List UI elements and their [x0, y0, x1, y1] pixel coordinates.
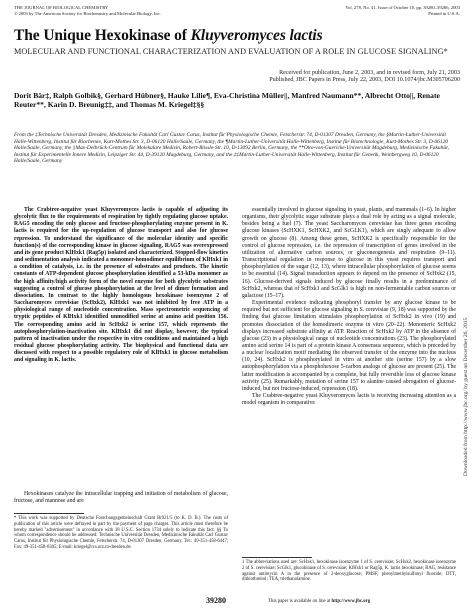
footnote-divider	[14, 513, 84, 514]
journal-header-right	[345, 5, 460, 16]
intro-paragraph-3: The Crabtree-negative yeast Kluyveromyces lactis is receiving increasing attention as a model organism in comparative	[242, 393, 456, 407]
abstract-text: The Crabtree-negative yeast Kluyveromyces lactis is capable of adjusting its glycolytic flux to the requirements of respiration by tightly regulating glucose uptake. RAG5 encoding the only glucose and fructose-phosphorylating enzyme present in K. lactis is required for the up-regulation of glucose transport and also for glucose repression. To understand the significance of the molecular identity and specific function(s) of the corresponding kinase in glucose signaling, RAG5 was overexpressed and its gene product KlHxk1 (Rag5p) isolated and characterized. Stopped-flow kinetics and sedimentation analysis indicated a monomer-homodimer equilibrium of KlHxk1 in a condition of catalysis, i.e. in the presence of substrates and products. The kinetic constants of ATP-dependent glucose phosphorylation identified a 53-kDa monomer as the high affinity/high activity form of the novel enzyme for both glycolytic substrates suggesting a control of glucose phosphorylation at the level of dimer formation and dissociation. In contrast to the highly homologous hexokinase isoenzyme 2 of Saccharomyces cerevisiae (ScHxk2), KlHxk1 was not inhibited by free ATP in a physiological range of nucleotide concentration. Mass spectrometric sequencing of tryptic peptides of KlHxk1 identified unmodified serine at amino acid position 156. The corresponding amino acid in ScHxk2 is serine 157, which represents the autophosphorylation-inactivation site. KlHxk1 did not display, however, the typical pattern of inactivation under the respective in vitro conditions and maintained a high residual glucose phosphorylating activity. The biophysical and functional data are discussed with respect to a possible regulatory role of KlHxk1 in glucose metabolism and signaling in K. lactis.	[14, 207, 228, 364]
paper-subtitle: MOLECULAR AND FUNCTIONAL CHARACTERIZATION AND EVALUATION OF A ROLE IN GLUCOSE SIGNALING*	[14, 47, 448, 56]
printed-line: Printed in U.S.A.	[428, 10, 460, 16]
download-sidebar	[461, 176, 470, 476]
intro-paragraph-1: essentially involved in glucose signaling in yeast, plants, and mammals (1–6). In higher organisms, their glycolytic sugar substrate plays a dual role by acting as a signal molecule, besides being a fuel (7). The yeast Saccharomyces cerevisiae has three genes encoding glucose kinases (ScHXK1, ScHXK2, and ScGLK1), which are singly adequate to allow growth on glucose (8). Among these genes, ScHXK2 is specifically responsible for the control of glucose repression, i.e. the repression of transcription of genes involved in the utilization of alternative carbon sources, or gluconeogenesis and respiration (9–11). Transcriptional regulation in response to glucose in this yeast requires transport and phosphorylation of the sugar (12, 13), where intracellular phosphorylation of glucose seems to be essential (14). Signal transduction appears to depend on the presence of ScHxk2 (15, 16). Glucose-derived signals induced by glucose finally results in a predominance of ScHxk2, whereas that of ScHxk1 and ScGlk1 is high on non-fermentable carbon sources or galactose (15–17).	[242, 207, 456, 299]
author-list: Dorit Bär‡, Ralph Golbik§, Gerhard Hübner§, Hauke Lilie¶, Eva-Christina Müller||, Manfred Naumann**, Albrecht Otto||, Renate Reuter**, Karin D. Breunig‡‡, and Thomas M. Kriegel‡§§	[14, 91, 440, 110]
download-note[interactable]: Downloaded from http://www.jbc.org/ by guest on December 26, 2015	[463, 317, 469, 476]
footnote-divider-2	[242, 557, 312, 558]
introduction-column	[242, 207, 456, 407]
intro-text: Hexokinases catalyze the intracellular trapping and initiation of metabolism of glucose, fructose, and mannose and are	[14, 491, 228, 505]
title-prefix: The Unique Hexokinase of	[14, 27, 191, 44]
volume-line: Vol. 278, No. 41, Issue of October 10, pp. 39280–39286, 2003	[345, 5, 460, 10]
published-doi: Published, JBC Papers in Press, July 22, 2003, DOI 10.1074/jbc.M305706200	[269, 77, 460, 84]
journal-header-left	[14, 5, 161, 16]
intro-paragraph-2: Experimental evidence indicating phosphoryl transfer by any glucose kinase to be required but not sufficient for glucose signaling in S. cerevisiae (9, 18) was supported by the finding that glucose limitation stimulates phosphorylation of ScHxk2 in vivo (19) and promotes dissociation of the homodimeric enzyme in vitro (20–22). Monomeric ScHxk2 displays increased substrate affinity at ATP. Reaction of ScHxk2 by ATP in the absence of glucose (23) in a physiological range of nucleotide concentrations (23). The phosphorylated amino acid serine 14 is part of a protein kinase A consensus sequence, which is preceded by a nuclear localization motif mediating the observed transfer of the enzyme into the nucleus (10, 24). ScHxk2 is phosphorylated in vitro at another site (serine 157) by a slow autophosphorylation via a phosphohexose 5-carbon analogs of glucose are present (25). The latter modification is accompanied by a complete, but fully reversible loss of glucose kinase activity (25). Remarkably, mutation of serine 157 to alanine caused abrogation of glucose-induced, but not fructose-induced, repression (18).	[242, 300, 456, 392]
paper-title	[14, 27, 323, 45]
abstract	[14, 207, 228, 364]
page-number: 39280	[206, 596, 226, 605]
footer-note	[268, 599, 370, 604]
received-info	[30, 70, 460, 85]
title-species: Kluyveromyces lactis	[190, 27, 323, 44]
affiliations: From the ‡Technische Universität Dresden, Medizinische Fakultät Carl Gustav Carus, Institut für Physiologische Chemie, Fetscherstr. 74, D-01307 Dresden, Germany, the §Martin-Luther-Universität Halle-Wittenberg, Institut für Biochemie, Kurt-Mothes Str. 3, D-06120 Halle/Saale, Germany, the ¶Martin-Luther-Universität Halle-Wittenberg, Institut für Biotechnologie, Kurt-Mothes Str. 3, D-06120 Halle/Saale, Germany, the ||Max-Delbrück-Centrum für Molekulare Medizin, Robert-Rössle-Str. 10, D-13092 Berlin, Germany, the **Otto-von-Guericke-Universität Magdeburg, Medizinische Fakultät, Institut für Experimentelle Innere Medizin, Leipziger Str. 44, D-39120 Magdeburg, Germany, and the ‡‡Martin-Luther-Universität Halle-Wittenberg, Institut für Genetik, Weinbergweg 10, D-06120 Halle/Saale, Germany	[14, 132, 450, 165]
footnote-abbreviations: 1 The abbreviations used are: ScHxk1, hexokinase isoenzyme 1 of S. cerevisiae; ScHxk2, hexokinase isoenzyme 2 of S. cerevisiae; ScGlk1, glucokinase of S. cerevisiae; KlHxk1 or Rag5p, K. lactis hexokinase; RAG, resistance against antimycin A in the presence of 2-deoxyglucose; PMSF, phenylmethylsulfonyl fluoride; DTT, dithiothreitol; TEA, triethanolamine.	[242, 560, 456, 583]
footnote-funding: * This work was supported by Deutsche Forschungsgemeinschaft Grant Br921/5 (to K. D. B.). The costs of publication of this article were defrayed in part by the payment of page charges. This article must therefore be hereby marked "advertisement" in accordance with 18 U.S.C. Section 1734 solely to indicate this fact. §§ To whom correspondence should be addressed: Technische Universität Dresden, Medizinische Fakultät Carl Gustav Carus, Institut für Physiologische Chemie, Fetscherstr. 74, D-01307 Dresden, Germany. Tel.: 49-351-458-6447; Fax: 49-351-458-6305; E-mail: kriegel@rcs.urz.tu-dresden.de.	[14, 516, 228, 550]
footer-url[interactable]: http://www.jbc.org	[331, 599, 371, 604]
received-dates: Received for publication, June 2, 2003, and in revised form, July 21, 2003	[279, 70, 460, 76]
copyright-line: © 2003 by The American Society for Biochemistry and Molecular Biology, Inc.	[14, 10, 161, 16]
journal-name: THE JOURNAL OF BIOLOGICAL CHEMISTRY	[14, 5, 109, 10]
footer-prefix: This paper is available on line at	[268, 599, 331, 604]
intro-start	[14, 491, 228, 505]
